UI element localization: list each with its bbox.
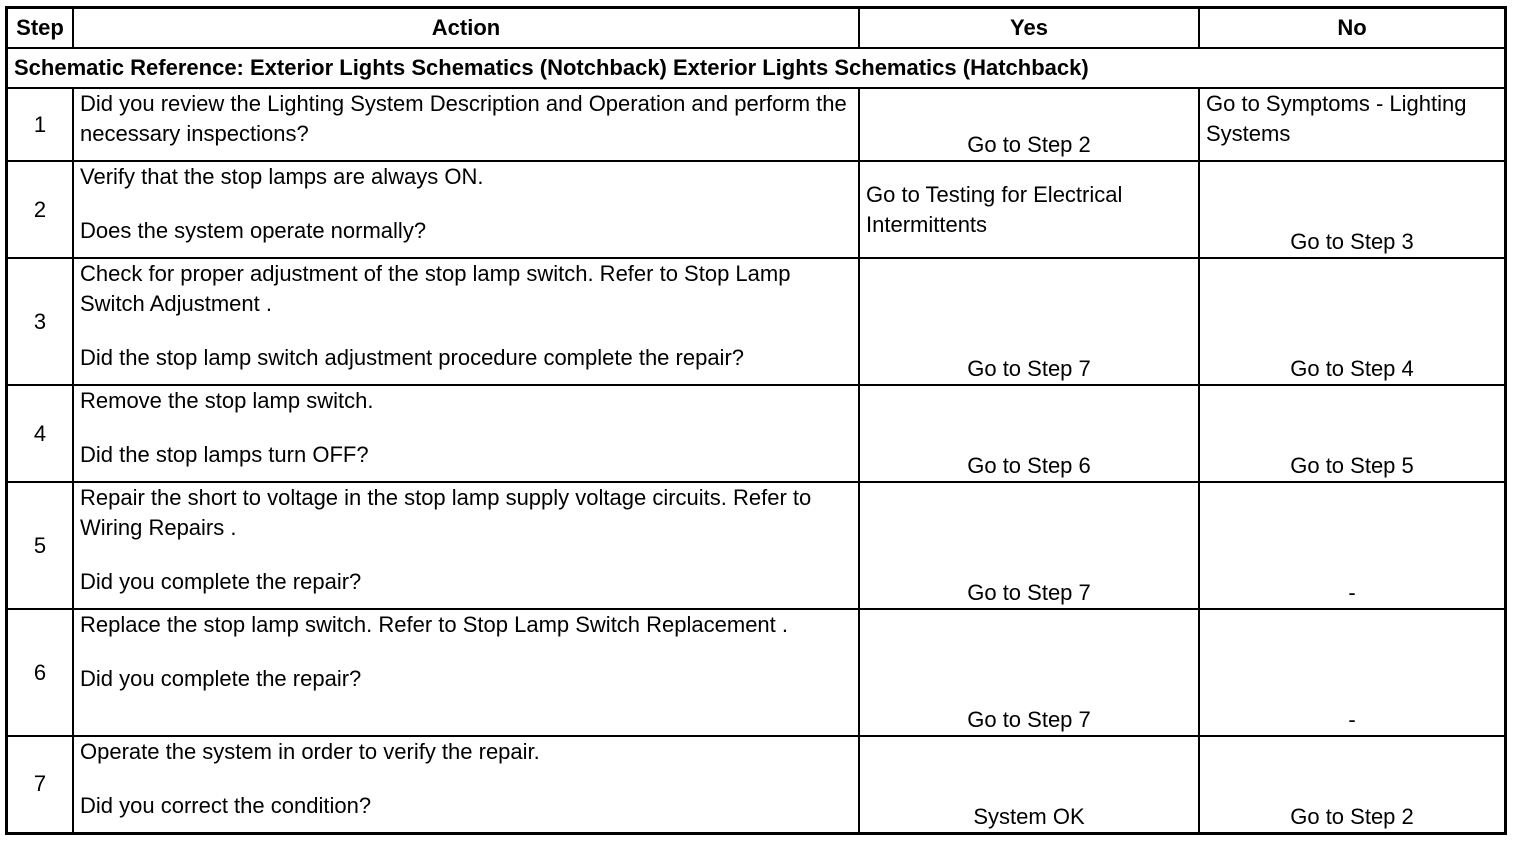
step-number: 1 [7,88,74,161]
table-row [7,609,1506,736]
action-question: Did you complete the repair? [80,569,362,594]
schematic-reference: Schematic Reference: Exterior Lights Schematics (Notchback) Exterior Lights Schematics (Hatchback) [7,48,1506,88]
action-cell [73,609,859,736]
header-action: Action [73,8,859,49]
action-cell [73,385,859,482]
action-question: Did you correct the condition? [80,793,372,818]
action-question: Does the system operate normally? [80,218,427,243]
step-number: 5 [7,482,74,609]
action-text: Repair the short to voltage in the stop lamp supply voltage circuits. Refer to Wiring Repairs . [80,485,812,540]
action-text: Did you review the Lighting System Description and Operation and perform the necessary inspections? [80,91,847,146]
action-text: Verify that the stop lamps are always ON. [80,164,484,189]
no-cell: Go to Step 4 [1199,258,1506,385]
yes-cell: Go to Step 7 [859,258,1199,385]
action-cell [73,482,859,609]
table-row [7,736,1506,833]
yes-cell: Go to Step 2 [859,88,1199,161]
action-text: Operate the system in order to verify the repair. [80,739,540,764]
table-row [7,482,1506,609]
action-text: Remove the stop lamp switch. [80,388,374,413]
action-cell [73,258,859,385]
action-cell [73,736,859,833]
action-cell [73,88,859,161]
step-number: 2 [7,161,74,258]
step-number: 4 [7,385,74,482]
yes-cell: Go to Testing for Electrical Intermittents [859,161,1199,258]
action-text: Check for proper adjustment of the stop lamp switch. Refer to Stop Lamp Switch Adjustment . [80,261,791,316]
action-question: Did you complete the repair? [80,666,362,691]
header-step: Step [7,8,74,49]
step-number: 7 [7,736,74,833]
diagnostic-table [5,6,1507,835]
yes-cell: Go to Step 6 [859,385,1199,482]
no-cell: Go to Step 3 [1199,161,1506,258]
action-question: Did the stop lamp switch adjustment procedure complete the repair? [80,345,745,370]
action-cell [73,161,859,258]
yes-cell: Go to Step 7 [859,609,1199,736]
step-number: 6 [7,609,74,736]
header-row [7,8,1506,49]
table-row [7,88,1506,161]
header-yes: Yes [859,8,1199,49]
schematic-reference-row [7,48,1506,88]
action-question: Did the stop lamps turn OFF? [80,442,369,467]
yes-cell: System OK [859,736,1199,833]
header-no: No [1199,8,1506,49]
no-cell: - [1199,482,1506,609]
action-text: Replace the stop lamp switch. Refer to Stop Lamp Switch Replacement . [80,612,789,637]
no-cell: Go to Step 5 [1199,385,1506,482]
table-row [7,385,1506,482]
step-number: 3 [7,258,74,385]
yes-cell: Go to Step 7 [859,482,1199,609]
no-cell: Go to Symptoms - Lighting Systems [1199,88,1506,161]
table-row [7,258,1506,385]
no-cell: Go to Step 2 [1199,736,1506,833]
table-row [7,161,1506,258]
no-cell: - [1199,609,1506,736]
